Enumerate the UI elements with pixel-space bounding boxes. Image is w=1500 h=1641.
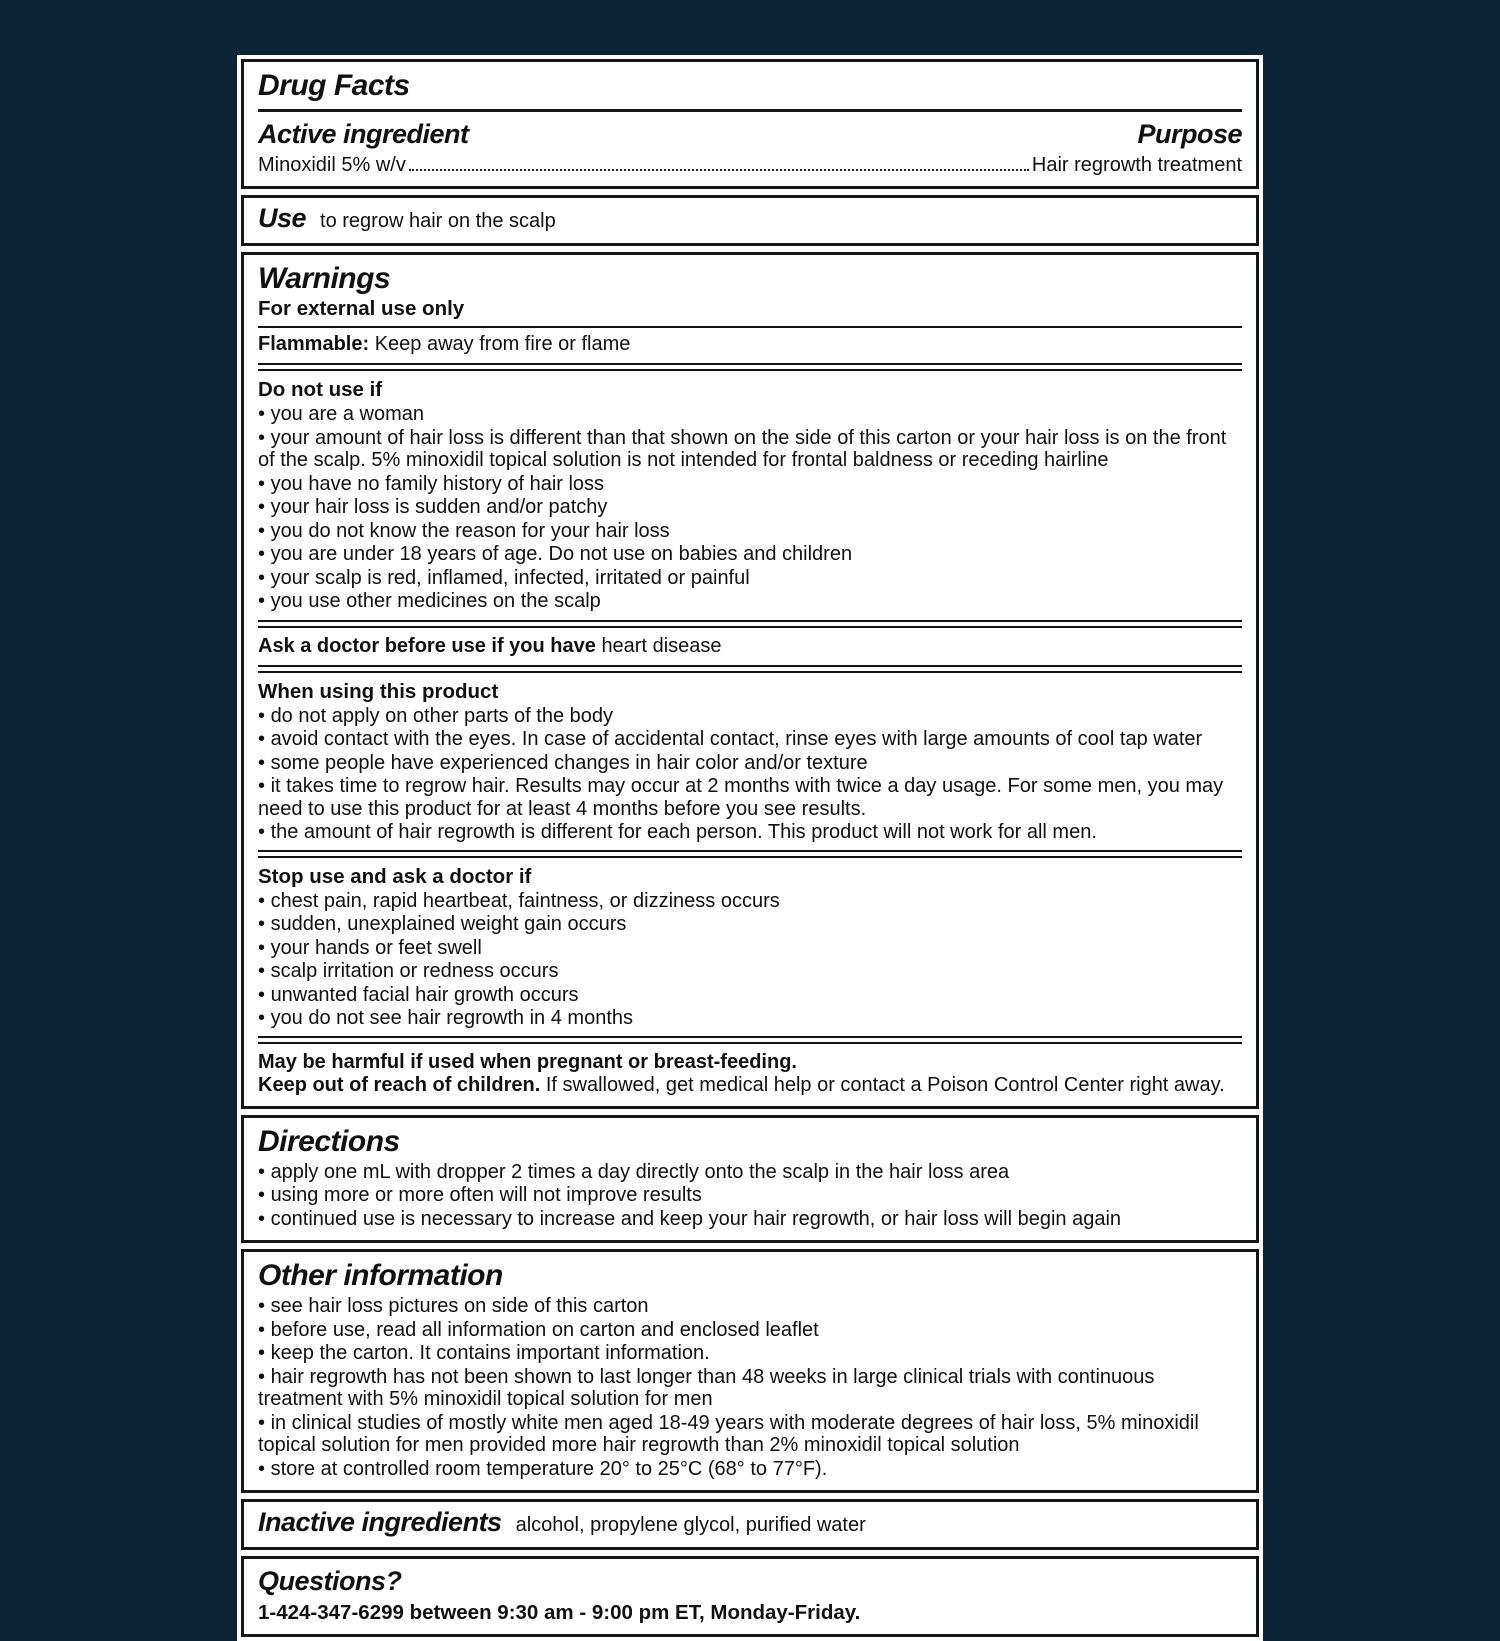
active-purpose-row xyxy=(258,118,1242,150)
divider xyxy=(258,665,1242,673)
other-information-list xyxy=(258,1295,1242,1480)
bullet-item: • apply one mL with dropper 2 times a day directly onto the scalp in the hair loss area xyxy=(258,1161,1242,1184)
flammable-line xyxy=(258,333,1242,356)
ask-doctor-bold: Ask a doctor before use if you have xyxy=(258,634,596,657)
questions-heading: Questions? xyxy=(258,1566,402,1596)
bullet-item: • you use other medicines on the scalp xyxy=(258,590,1242,613)
use-text: to regrow hair on the scalp xyxy=(320,210,556,232)
children-warning-bold: Keep out of reach of children. xyxy=(258,1073,541,1096)
dotted-leader xyxy=(409,155,1029,171)
divider xyxy=(258,326,1242,328)
stop-use-list xyxy=(258,890,1242,1030)
bullet-item: • keep the carton. It contains important information. xyxy=(258,1342,1242,1365)
bullet-item: • in clinical studies of mostly white men aged 18-49 years with moderate degrees of hair loss, 5% minoxidil topical solution for men provided more hair regrowth than 2% minoxidil topical solution xyxy=(258,1412,1242,1457)
drug-facts-label xyxy=(237,55,1263,1641)
bullet-item: • using more or more often will not improve results xyxy=(258,1184,1242,1207)
bullet-item: • unwanted facial hair growth occurs xyxy=(258,984,1242,1007)
bullet-item: • some people have experienced changes in hair color and/or texture xyxy=(258,752,1242,775)
when-using-list xyxy=(258,705,1242,844)
bullet-item: • your amount of hair loss is different than that shown on the side of this carton or your hair loss is on the front of the scalp. 5% minoxidil topical solution is not intended for frontal baldness or receding hairline xyxy=(258,427,1242,472)
bullet-item: • your hair loss is sudden and/or patchy xyxy=(258,496,1242,519)
directions-heading: Directions xyxy=(258,1124,400,1158)
inactive-row xyxy=(258,1506,1242,1538)
bullet-item: • you do not know the reason for your hair loss xyxy=(258,520,1242,543)
stop-use-heading: Stop use and ask a doctor if xyxy=(258,864,532,888)
purpose-value: Hair regrowth treatment xyxy=(1031,154,1242,176)
section-warnings xyxy=(241,252,1259,1109)
divider xyxy=(258,1036,1242,1044)
divider xyxy=(258,109,1242,112)
ingredient-name: Minoxidil 5% w/v xyxy=(258,154,406,176)
drug-facts-title: Drug Facts xyxy=(258,69,410,102)
section-header xyxy=(241,59,1259,189)
bullet-item: • your scalp is red, inflamed, infected, irritated or painful xyxy=(258,567,1242,590)
when-using-heading: When using this product xyxy=(258,679,499,703)
bullet-item: • you have no family history of hair loss xyxy=(258,473,1242,496)
bullet-item: • the amount of hair regrowth is different for each person. This product will not work for all men. xyxy=(258,821,1242,844)
purpose-heading: Purpose xyxy=(1137,119,1242,149)
bullet-item: • scalp irritation or redness occurs xyxy=(258,960,1242,983)
do-not-use-list xyxy=(258,403,1242,613)
directions-list xyxy=(258,1161,1242,1231)
section-use xyxy=(241,195,1259,246)
bullet-item: • avoid contact with the eyes. In case of accidental contact, rinse eyes with large amounts of cool tap water xyxy=(258,728,1242,751)
bullet-item: • it takes time to regrow hair. Results may occur at 2 months with twice a day usage. For some men, you may need to use this product for at least 4 months before you see results. xyxy=(258,775,1242,820)
section-inactive-ingredients xyxy=(241,1499,1259,1550)
bullet-item: • you do not see hair regrowth in 4 months xyxy=(258,1007,1242,1030)
use-row xyxy=(258,202,1242,234)
inactive-ingredients-text: alcohol, propylene glycol, purified water xyxy=(515,1514,866,1536)
flammable-text: Keep away from fire or flame xyxy=(374,333,631,355)
bullet-item: • continued use is necessary to increase and keep your hair regrowth, or hair loss will begin again xyxy=(258,1208,1242,1231)
inactive-ingredients-heading: Inactive ingredients xyxy=(258,1507,502,1537)
divider xyxy=(258,363,1242,371)
questions-phone-line: 1-424-347-6299 between 9:30 am - 9:00 pm ET, Monday-Friday. xyxy=(258,1601,861,1624)
warnings-heading: Warnings xyxy=(258,262,391,295)
divider xyxy=(258,620,1242,628)
flammable-label: Flammable: xyxy=(258,333,370,355)
external-use-text: For external use only xyxy=(258,297,465,320)
bullet-item: • sudden, unexplained weight gain occurs xyxy=(258,913,1242,936)
bullet-item: • do not apply on other parts of the body xyxy=(258,705,1242,728)
bullet-item: • store at controlled room temperature 20° to 25°C (68° to 77°F). xyxy=(258,1458,1242,1481)
use-heading: Use xyxy=(258,203,307,233)
ingredient-row xyxy=(258,153,1242,177)
ask-doctor-line xyxy=(258,635,1242,658)
children-warning-text: If swallowed, get medical help or contact a Poison Control Center right away. xyxy=(545,1073,1225,1096)
bullet-item: • you are under 18 years of age. Do not use on babies and children xyxy=(258,543,1242,566)
section-directions xyxy=(241,1115,1259,1244)
bullet-item: • you are a woman xyxy=(258,403,1242,426)
bullet-item: • your hands or feet swell xyxy=(258,937,1242,960)
section-questions xyxy=(241,1556,1259,1637)
divider xyxy=(258,850,1242,858)
bullet-item: • before use, read all information on carton and enclosed leaflet xyxy=(258,1319,1242,1342)
bullet-item: • chest pain, rapid heartbeat, faintness, or dizziness occurs xyxy=(258,890,1242,913)
pregnancy-warning: May be harmful if used when pregnant or breast-feeding. xyxy=(258,1050,797,1073)
do-not-use-heading: Do not use if xyxy=(258,378,383,401)
children-warning xyxy=(258,1074,1242,1097)
bullet-item: • see hair loss pictures on side of this carton xyxy=(258,1295,1242,1318)
other-information-heading: Other information xyxy=(258,1259,503,1292)
active-ingredient-heading: Active ingredient xyxy=(258,119,469,149)
section-other-information xyxy=(241,1249,1259,1493)
bullet-item: • hair regrowth has not been shown to last longer than 48 weeks in large clinical trials with continuous treatment with 5% minoxidil topical solution for men xyxy=(258,1366,1242,1411)
ask-doctor-text: heart disease xyxy=(601,634,722,657)
